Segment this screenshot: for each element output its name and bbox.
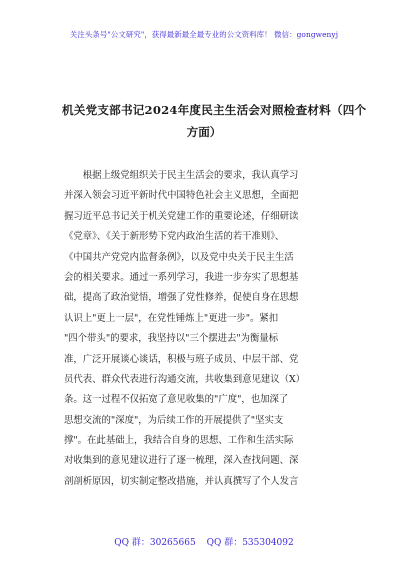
body-line: "四个带头"的要求，我坚持以"三个摆进去"为衡量标	[64, 333, 279, 345]
body-line: 并深入领会习近平新时代中国特色社会主义思想，全面把	[64, 190, 299, 202]
body-line: 础，提高了政治觉悟，增强了党性修养，促使自身在思想	[64, 292, 299, 304]
body-line: 认识上"更上一层"，在党性锤炼上"更进一步"。紧扣	[64, 312, 279, 324]
body-line: 对收集到的意见建议进行了逐一梳理，深入查找问题、深	[64, 455, 299, 467]
document-title-continued: 方面）	[186, 125, 222, 139]
body-line: 《中国共产党党内监督条例》，以及党中央关于民主生活	[64, 251, 294, 263]
qq-group-1: QQ 群：30265665	[114, 538, 196, 548]
body-line: 撑"。在此基础上，我结合自身的思想、工作和生活实际	[64, 435, 294, 447]
body-line: 条。这一过程不仅拓宽了意见收集的"广度"，也加深了	[64, 394, 289, 406]
body-line: 剖剖析原因，切实制定整改措施，并认真撰写了个人发言	[64, 475, 299, 487]
qq-group-2: QQ 群：535304092	[206, 538, 294, 548]
body-line: 员代表、群众代表进行沟通交流，共收集到意见建议（X）	[64, 373, 306, 385]
body-line: 思想交流的"深度"，为后续工作的开展提供了"坚实支	[64, 414, 284, 426]
body-line: 握习近平总书记关于机关党建工作的重要论述，仔细研读	[64, 210, 299, 222]
body-line: 准，广泛开展谈心谈话，积极与班子成员、中层干部、党	[64, 353, 299, 365]
document-title: 机关党支部书记2024年度民主生活会对照检查材料（四个	[62, 103, 367, 117]
header-banner: 关注头条号"公文研究"，获得最新最全最专业的公文资料库！ 微信：gongwenyj	[69, 30, 339, 39]
body-line: 会的相关要求。通过一系列学习，我进一步夯实了思想基	[64, 271, 299, 283]
body-line: 《党章》、《关于新形势下党内政治生活的若干准则》、	[64, 231, 285, 243]
footer-contacts	[0, 535, 408, 548]
document-body	[64, 166, 350, 492]
body-line: 根据上级党组织关于民主生活会的要求，我认真学习	[64, 170, 299, 181]
